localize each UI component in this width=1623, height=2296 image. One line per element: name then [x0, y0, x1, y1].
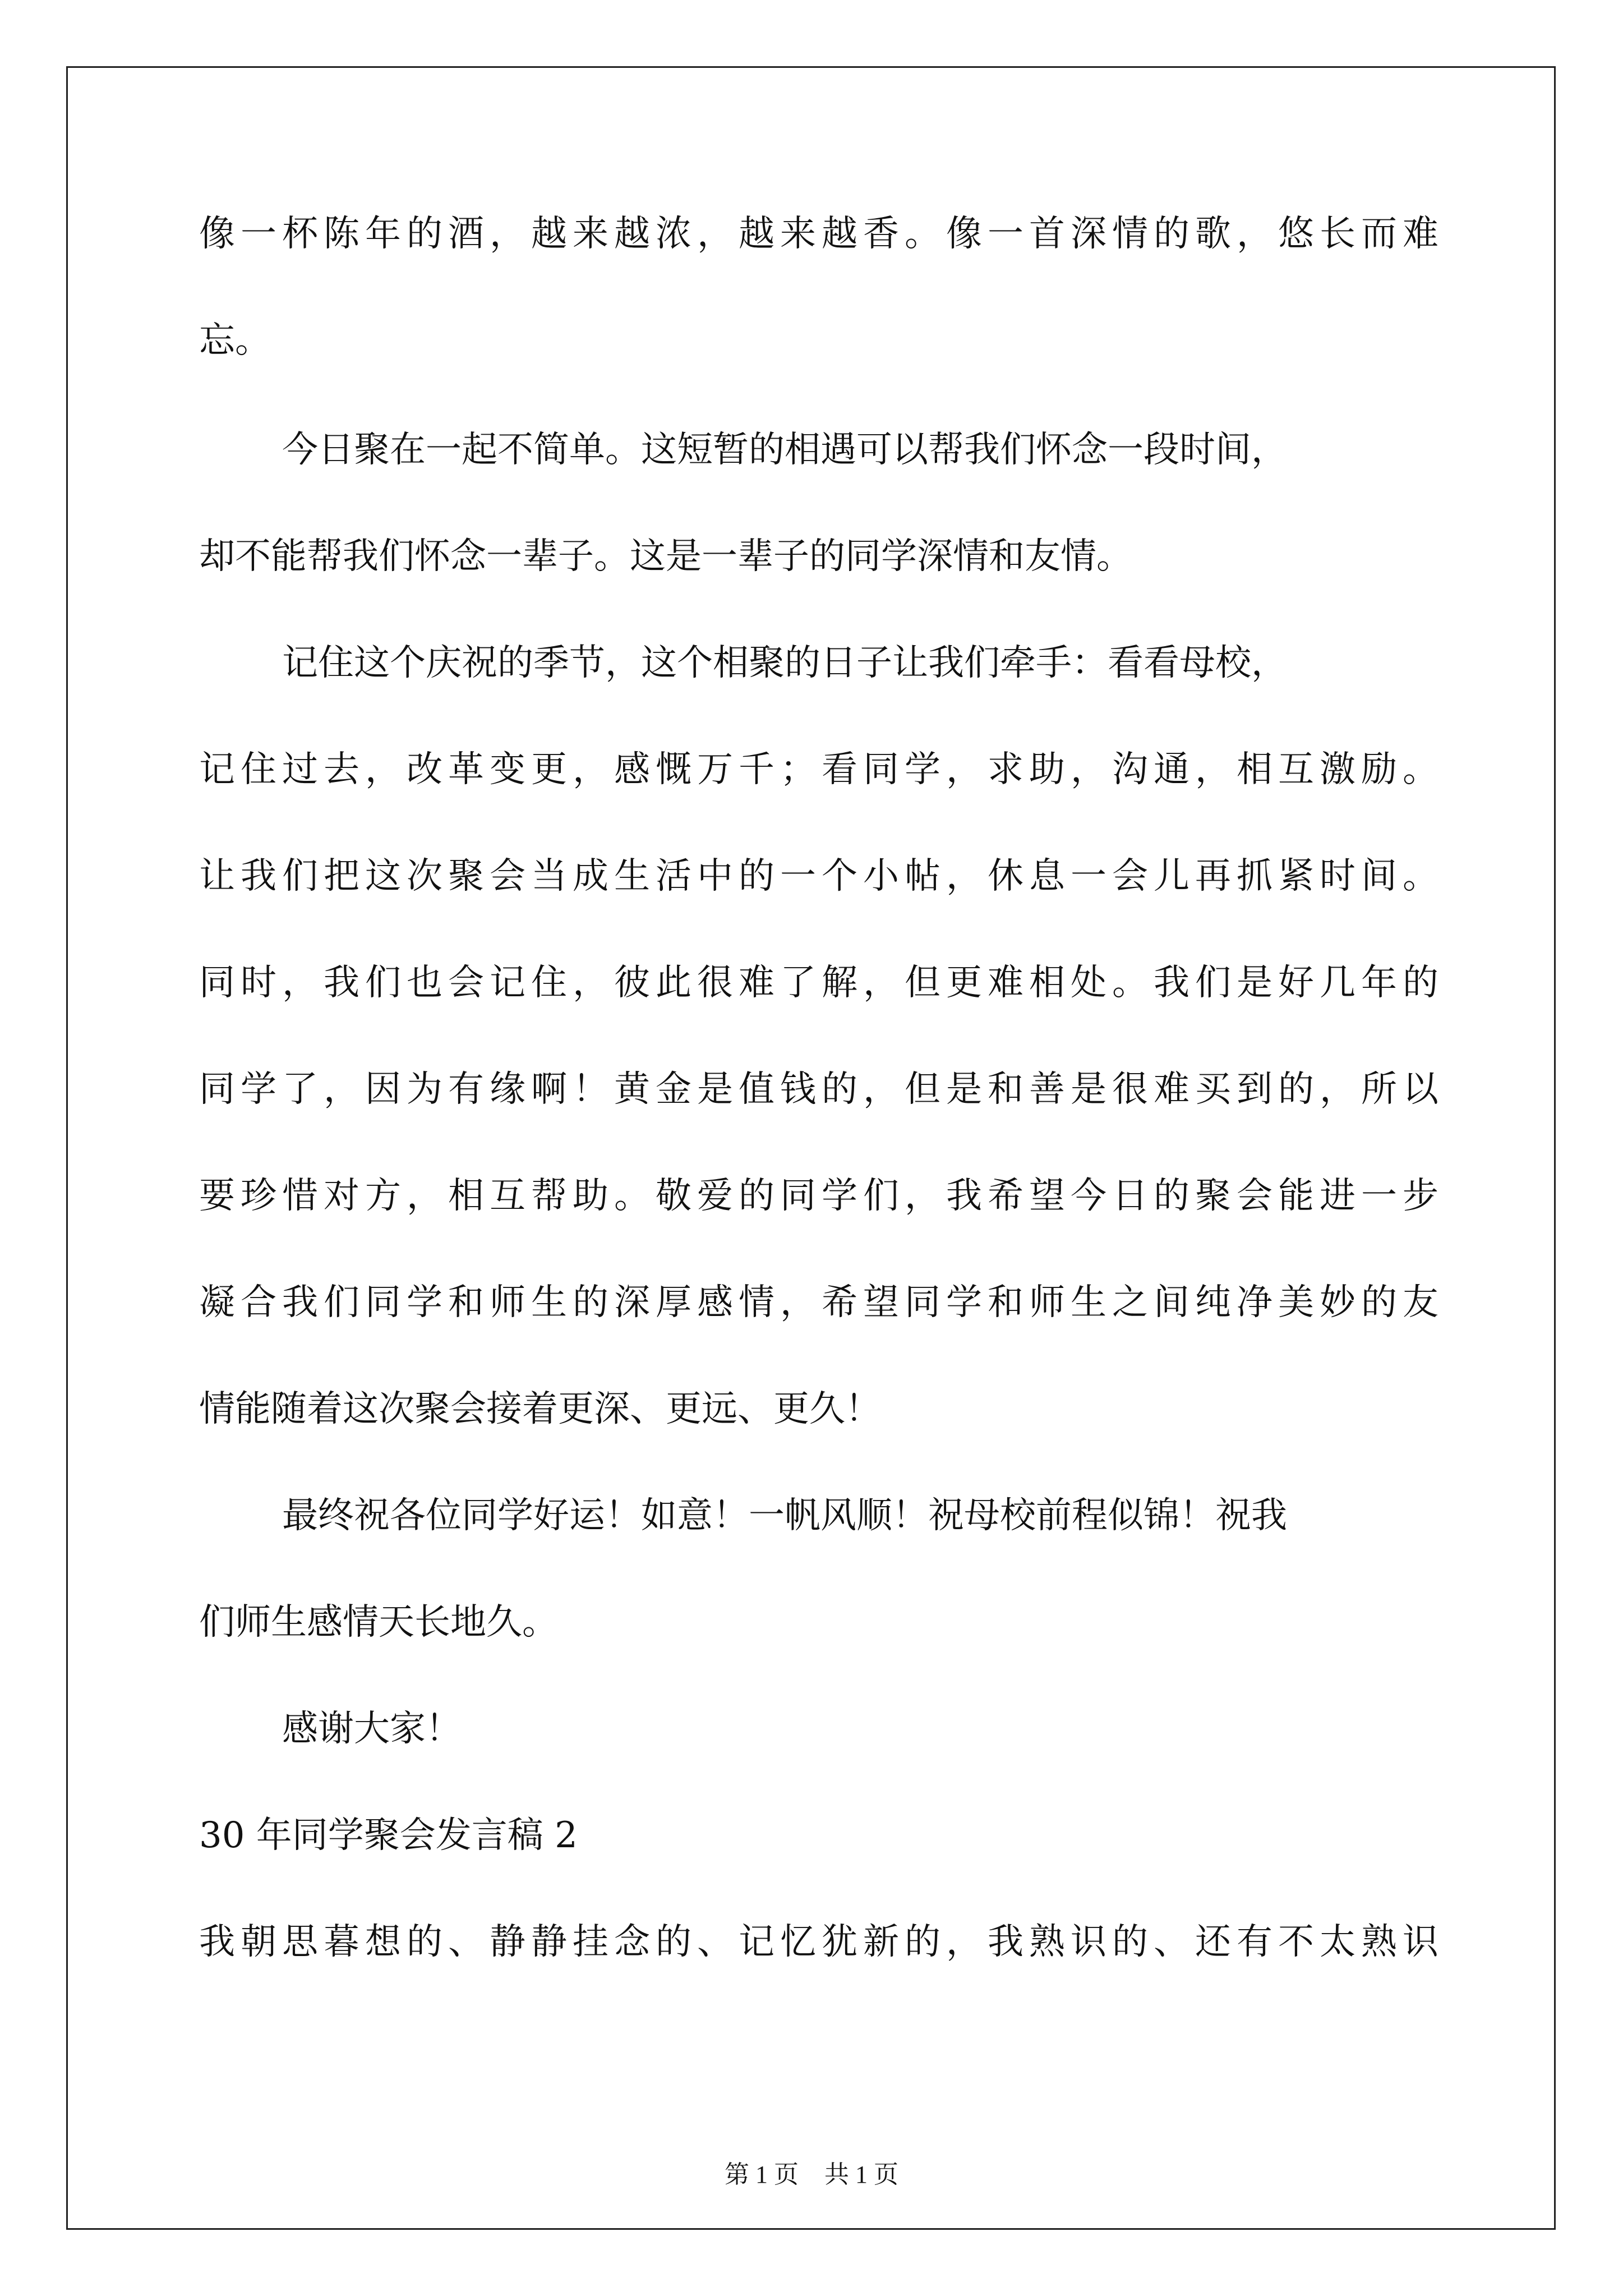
page-border	[66, 66, 1556, 2230]
section-heading: 30 年同学聚会发言稿 2	[199, 1815, 578, 1856]
paragraph-line: 我朝思暮想的、静静挂念的、记忆犹新的，我熟识的、还有不太熟识	[199, 1921, 1438, 1963]
page-number: 第 1 页	[725, 2161, 799, 2188]
paragraph-line: 感谢大家！	[282, 1708, 462, 1750]
paragraph-line: 却不能帮我们怀念一辈子。这是一辈子的同学深情和友情。	[199, 536, 1132, 577]
paragraph-line: 们师生感情天长地久。	[199, 1602, 558, 1643]
paragraph-line: 忘。	[199, 320, 271, 361]
paragraph-line: 像一杯陈年的酒，越来越浓，越来越香。像一首深情的歌，悠长而难	[199, 213, 1438, 255]
paragraph-line: 记住过去，改革变更，感慨万千；看同学，求助，沟通，相互激励。	[199, 749, 1438, 790]
paragraph-line: 同学了，因为有缘啊！黄金是值钱的，但是和善是很难买到的，所以	[199, 1069, 1438, 1110]
paragraph-line: 同时，我们也会记住，彼此很难了解，但更难相处。我们是好几年的	[199, 962, 1438, 1004]
paragraph-line: 今日聚在一起不简单。这短暂的相遇可以帮我们怀念一段时间，	[282, 429, 1287, 471]
paragraph-line: 要珍惜对方，相互帮助。敬爱的同学们，我希望今日的聚会能进一步	[199, 1175, 1438, 1217]
paragraph-line: 情能随着这次聚会接着更深、更远、更久！	[199, 1388, 881, 1430]
paragraph-line: 凝合我们同学和师生的深厚感情，希望同学和师生之间纯净美妙的友	[199, 1282, 1438, 1323]
paragraph-line: 让我们把这次聚会当成生活中的一个小帖，休息一会儿再抓紧时间。	[199, 855, 1438, 897]
paragraph-line: 最终祝各位同学好运！如意！一帆风顺！祝母校前程似锦！祝我	[282, 1495, 1287, 1536]
page-total: 共 1 页	[824, 2161, 898, 2188]
page-footer	[0, 2154, 1623, 2190]
paragraph-line: 记住这个庆祝的季节，这个相聚的日子让我们牵手：看看母校，	[282, 642, 1287, 684]
